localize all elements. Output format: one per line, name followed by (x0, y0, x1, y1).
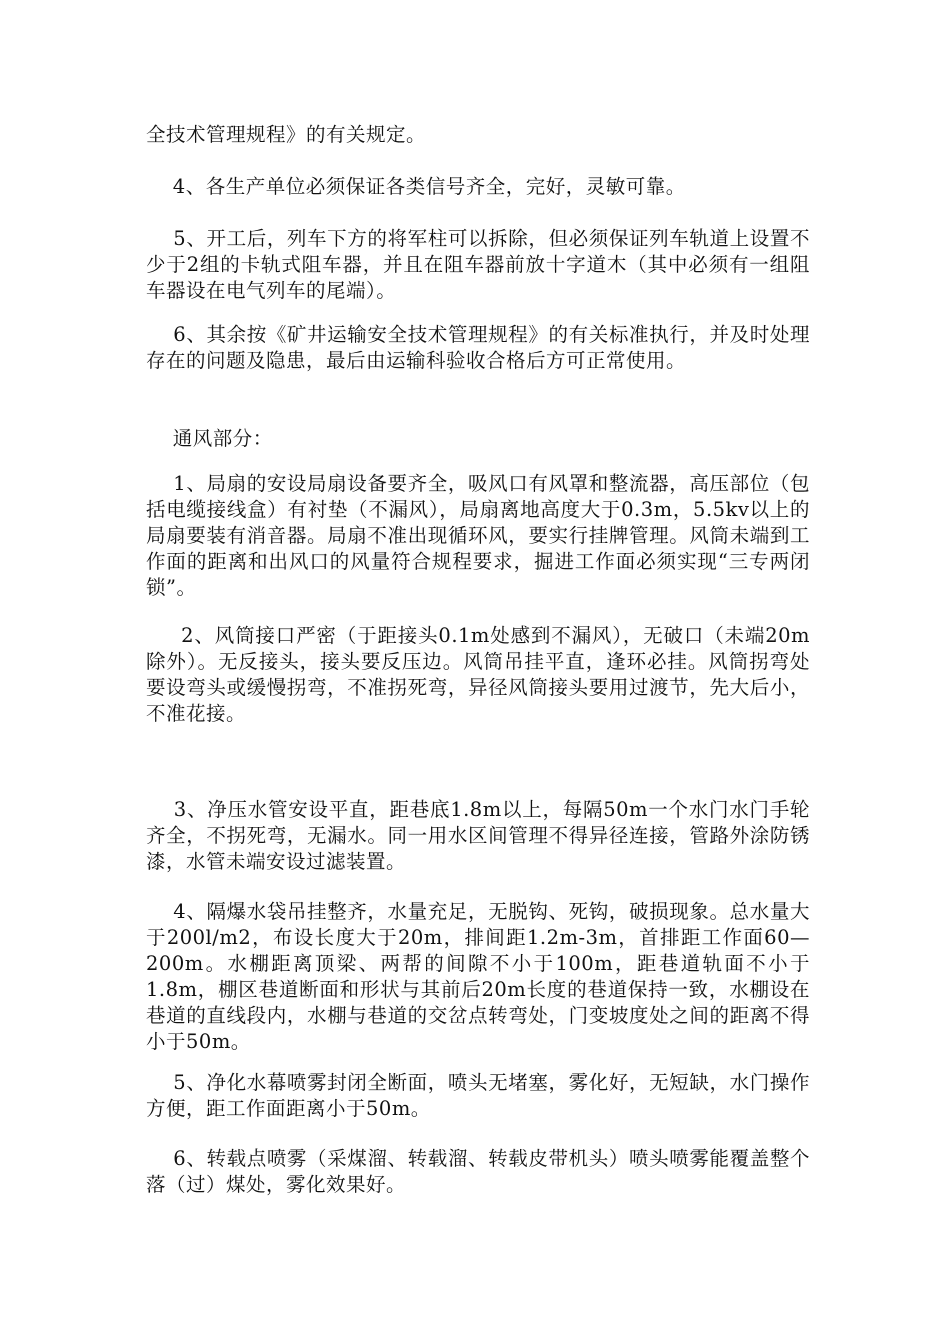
paragraph-transport-4: 4、各生产单位必须保证各类信号齐全，完好，灵敏可靠。 (146, 175, 686, 198)
paragraph-ventilation-6: 6、转载点喷雾（采煤溜、转载溜、转载皮带机头）喷头喷雾能覆盖整个落（过）煤处，雾化效果好。 (146, 1147, 810, 1196)
paragraph-ventilation-4: 4、隔爆水袋吊挂整齐，水量充足，无脱钩、死钩，破损现象。总水量大于200l/m2，布设长度大于20m，排间距1.2m-3m，首排距工作面60—200m。水棚距离顶梁、两帮的间隙不小于100m，距巷道轨面不小于1.8m，棚区巷道断面和形状与其前后20m长度的巷道保持一致，水棚设在巷道的直线段内，水棚与巷道的交岔点转弯处，门变坡度处之间的距离不得小于50m。 (146, 900, 810, 1053)
paragraph-continuation: 全技术管理规程》的有关规定。 (146, 123, 427, 146)
paragraph-transport-6: 6、其余按《矿井运输安全技术管理规程》的有关标准执行，并及时处理存在的问题及隐患，最后由运输科验收合格后方可正常使用。 (146, 323, 810, 372)
paragraph-transport-5: 5、开工后，列车下方的将军柱可以拆除，但必须保证列车轨道上设置不少于2组的卡轨式阻车器，并且在阻车器前放十字道木（其中必须有一组阻车器设在电气列车的尾端）。 (146, 227, 810, 302)
paragraph-ventilation-3: 3、净压水管安设平直，距巷底1.8m以上，每隔50m一个水门水门手轮齐全，不拐死弯，无漏水。同一用水区间管理不得异径连接，管路外涂防锈漆，水管未端安设过滤装置。 (146, 798, 810, 873)
paragraph-ventilation-1: 1、局扇的安设局扇设备要齐全，吸风口有风罩和整流器，高压部位（包括电缆接线盒）有衬垫（不漏风），局扇离地高度大于0.3m，5.5kv以上的局扇要装有消音器。局扇不准出现循环风，要实行挂牌管理。风筒未端到工作面的距离和出风口的风量符合规程要求，掘进工作面必须实现“三专两闭锁”。 (146, 472, 810, 599)
section-heading-ventilation: 通风部分： (146, 427, 273, 450)
paragraph-ventilation-5: 5、净化水幕喷雾封闭全断面，喷头无堵塞，雾化好，无短缺，水门操作方便，距工作面距离小于50m。 (146, 1071, 810, 1120)
paragraph-ventilation-2: 2、风筒接口严密（于距接头0.1m处感到不漏风），无破口（未端20m除外）。无反接头，接头要反压边。风筒吊挂平直，逢环必挂。风筒拐弯处要设弯头或缓慢拐弯，不准拐死弯，异径风筒接头要用过渡节，先大后小，不准花接。 (146, 624, 810, 725)
